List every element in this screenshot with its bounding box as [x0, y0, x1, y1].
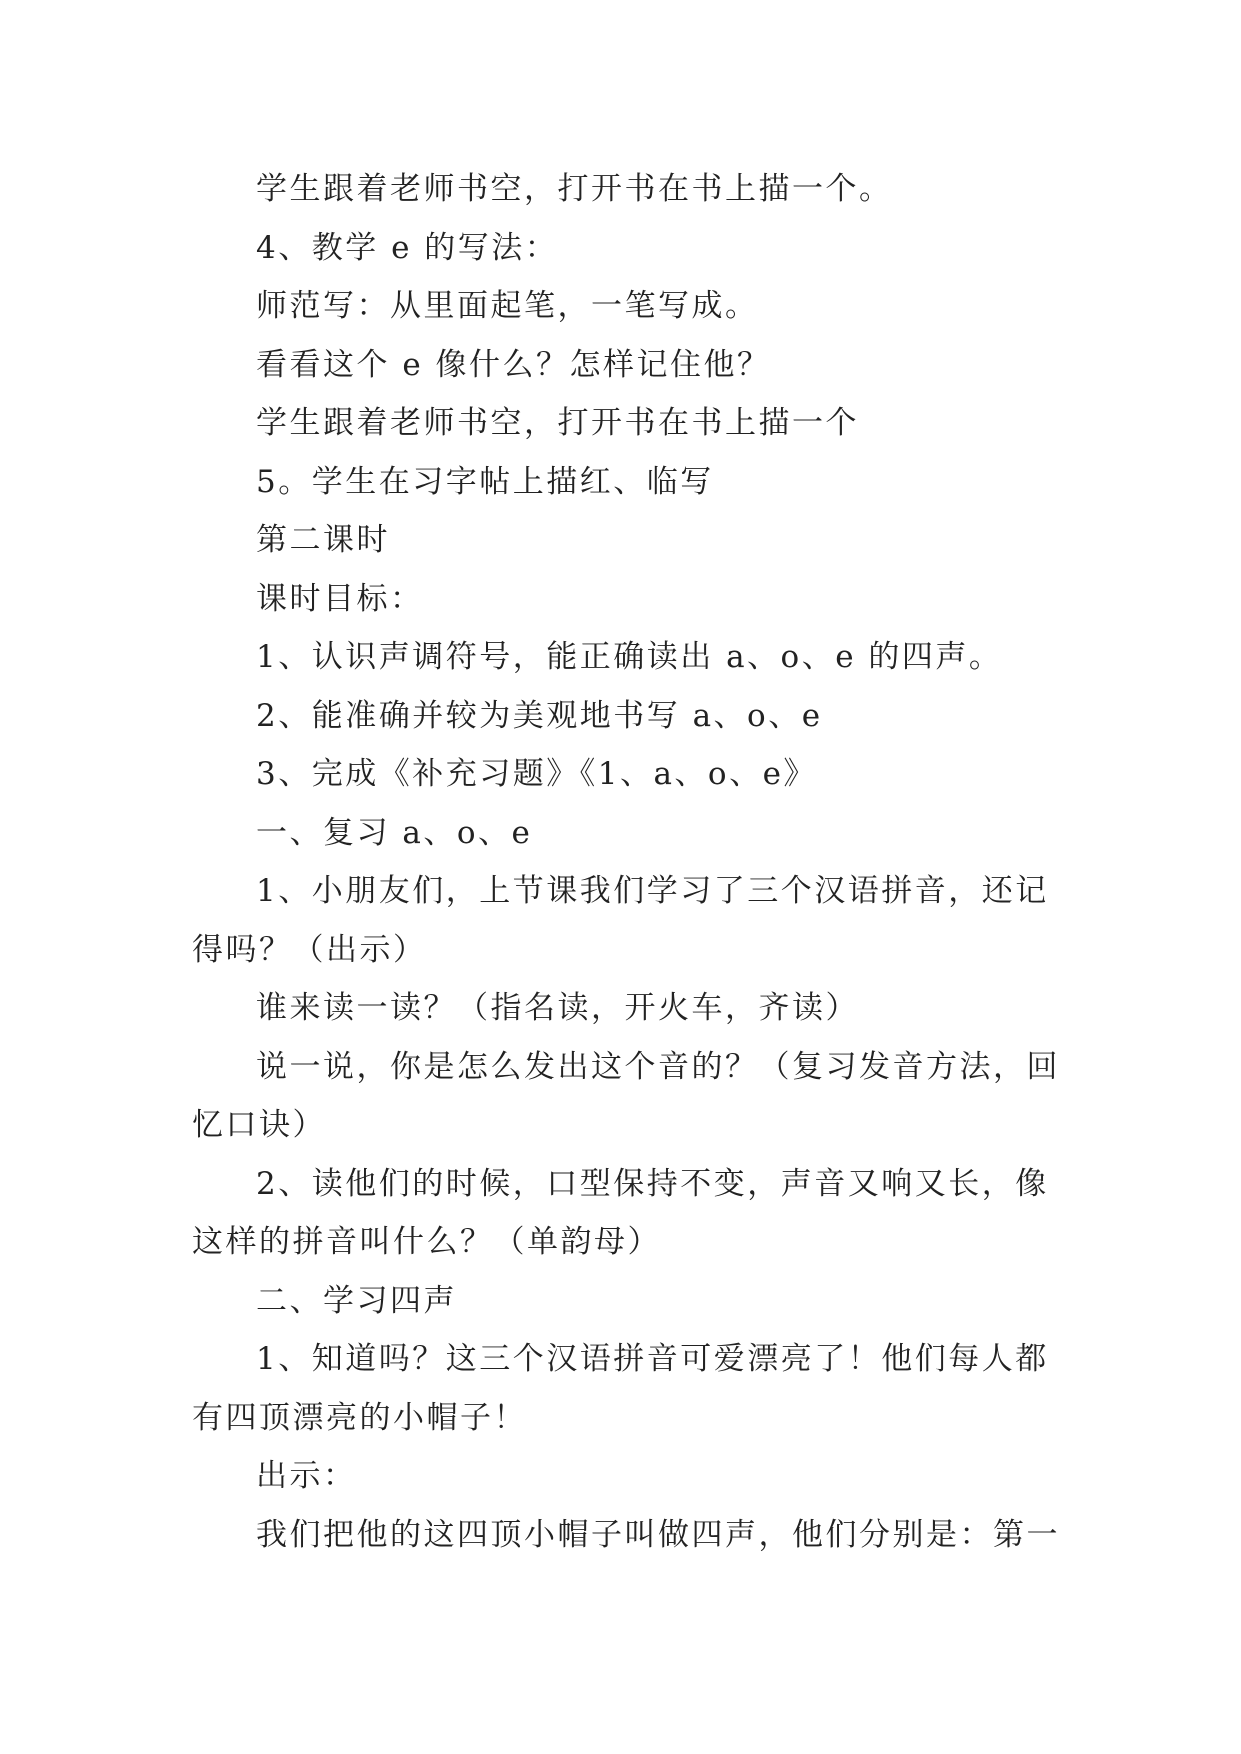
paragraph: 1、知道吗？这三个汉语拼音可爱漂亮了！他们每人都有四顶漂亮的小帽子！	[192, 1341, 1049, 1436]
paragraph: 学生跟着老师书空，打开书在书上描一个	[256, 405, 859, 441]
paragraph: 3、完成《补充习题》《1、a、o、e》	[256, 756, 817, 792]
section-heading: 一、复习 a、o、e	[256, 814, 533, 851]
section-heading: 第二课时	[256, 522, 390, 558]
paragraph: 我们把他的这四顶小帽子叫做四声，他们分别是：第一	[256, 1516, 1060, 1553]
paragraph: 学生跟着老师书空，打开书在书上描一个。	[256, 171, 893, 207]
paragraph: 5。学生在习字帖上描红、临写	[256, 463, 714, 500]
paragraph: 课时目标：	[256, 580, 424, 617]
paragraph: 说一说，你是怎么发出这个音的？（复习发音方法，回忆口诀）	[192, 1048, 1060, 1143]
section-heading: 二、学习四声	[256, 1282, 457, 1319]
paragraph: 1、小朋友们，上节课我们学习了三个汉语拼音，还记得吗？（出示）	[192, 873, 1049, 968]
paragraph: 1、认识声调符号，能正确读出 a、o、e 的四声。	[256, 639, 1003, 675]
paragraph: 2、能准确并较为美观地书写 a、o、e	[256, 697, 823, 734]
paragraph: 4、教学 e 的写法：	[256, 229, 559, 266]
paragraph: 出示：	[256, 1458, 357, 1494]
document-body	[192, 160, 1062, 1564]
paragraph: 2、读他们的时候，口型保持不变，声音又响又长，像这样的拼音叫什么？（单韵母）	[192, 1165, 1049, 1260]
paragraph: 师范写：从里面起笔，一笔写成。	[256, 288, 759, 324]
paragraph: 看看这个 e 像什么？怎样记住他？	[256, 346, 771, 383]
paragraph: 谁来读一读？（指名读，开火车，齐读）	[256, 990, 859, 1026]
